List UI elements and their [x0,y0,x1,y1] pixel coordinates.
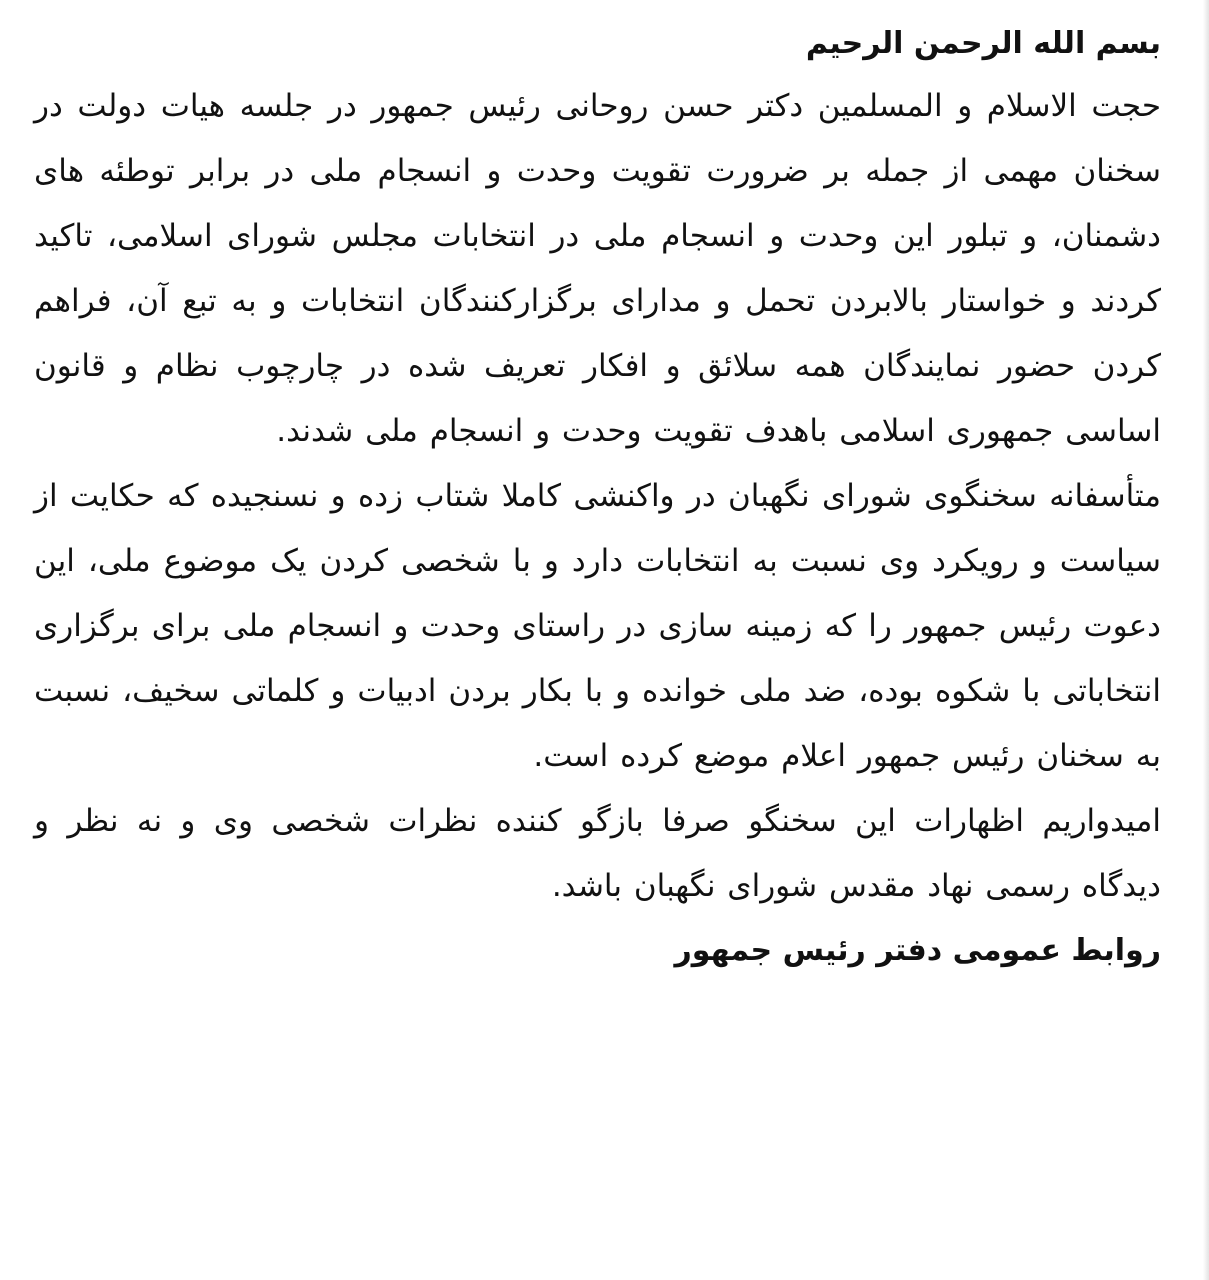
basmala-heading: بسم الله الرحمن الرحيم [805,26,1161,61]
paragraph-3: امیدواریم اظهارات این سخنگو صرفا بازگو کننده نظرات شخصی وی و نه نظر و دیدگاه رسمی نهاد مقدس شورای نگهبان باشد. [34,803,1161,904]
signature: روابط عمومی دفتر رئیس جمهور [674,933,1161,968]
page-edge-shadow [1203,0,1209,1280]
paragraph-1: حجت الاسلام و المسلمین دکتر حسن روحانی رئیس جمهور در جلسه هیات دولت در سخنان مهمی از جمله بر ضرورت تقویت وحدت و انسجام ملی در برابر توطئه های دشمنان، و تبلور این وحدت و انسجام ملی در انتخابات مجلس شورای اسلامی، تاکید کردند و خواستار بالابردن تحمل و مدارای برگزارکنندگان انتخابات و به تبع آن، فراهم کردن حضور نمایندگان همه سلائق و افکار تعریف شده در چارچوب نظام و قانون اساسی جمهوری اسلامی باهدف تقویت وحدت و انسجام ملی شدند. [34,88,1161,449]
paragraph-2: متأسفانه سخنگوی شورای نگهبان در واکنشی کاملا شتاب زده و نسنجیده که حکایت از سیاست و رویکرد وی نسبت به انتخابات دارد و با شخصی کردن یک موضوع ملی، این دعوت رئیس جمهور را که زمینه سازی در راستای وحدت و انسجام ملی برای برگزاری انتخاباتی با شکوه بوده، ضد ملی خوانده و با بکار بردن ادبیات و کلماتی سخیف، نسبت به سخنان رئیس جمهور اعلام موضع کرده است. [34,478,1161,774]
